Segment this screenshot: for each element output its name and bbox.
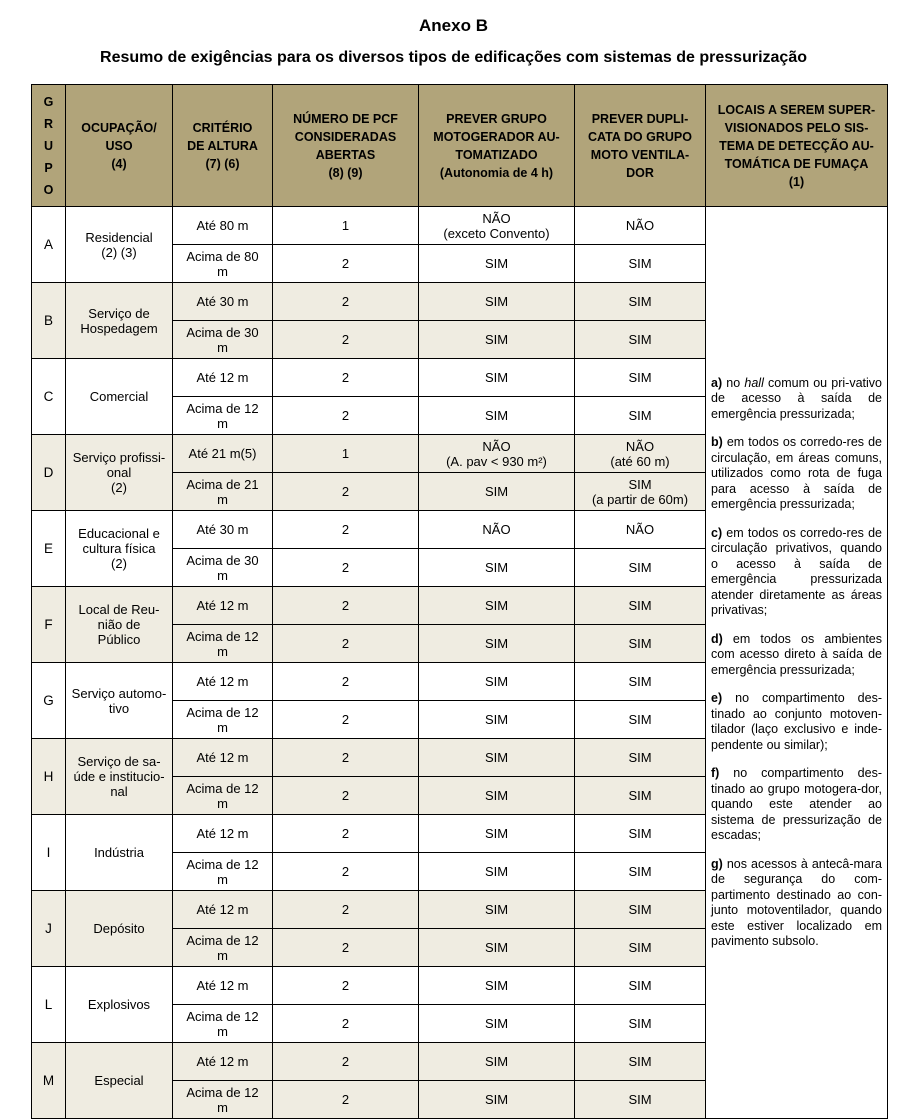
height-criterion: Até 12 m bbox=[173, 967, 273, 1005]
motogenerator-requirement: SIM bbox=[419, 815, 575, 853]
motogenerator-requirement: NÃO (exceto Convento) bbox=[419, 207, 575, 245]
height-criterion: Até 80 m bbox=[173, 207, 273, 245]
motogenerator-requirement: SIM bbox=[419, 1005, 575, 1043]
pcf-count: 2 bbox=[273, 701, 419, 739]
fan-duplicate-requirement: SIM bbox=[575, 359, 706, 397]
header-grupo: G R U P O bbox=[32, 85, 66, 207]
fan-duplicate-requirement: SIM bbox=[575, 815, 706, 853]
group-code: J bbox=[32, 891, 66, 967]
occupancy-use: Serviço de sa- úde e institucio- nal bbox=[66, 739, 173, 815]
fan-duplicate-requirement: SIM bbox=[575, 1043, 706, 1081]
motogenerator-requirement: SIM bbox=[419, 663, 575, 701]
group-code: B bbox=[32, 283, 66, 359]
pcf-count: 2 bbox=[273, 777, 419, 815]
height-criterion: Acima de 12 m bbox=[173, 397, 273, 435]
pcf-count: 2 bbox=[273, 663, 419, 701]
height-criterion: Até 12 m bbox=[173, 587, 273, 625]
pcf-count: 2 bbox=[273, 397, 419, 435]
motogenerator-requirement: SIM bbox=[419, 1043, 575, 1081]
note-item bbox=[711, 376, 882, 423]
note-label: d) bbox=[711, 631, 723, 646]
height-criterion: Até 12 m bbox=[173, 359, 273, 397]
pcf-count: 2 bbox=[273, 359, 419, 397]
pcf-count: 2 bbox=[273, 1081, 419, 1119]
fan-duplicate-requirement: SIM bbox=[575, 283, 706, 321]
pcf-count: 2 bbox=[273, 283, 419, 321]
note-label: a) bbox=[711, 375, 723, 390]
group-code: E bbox=[32, 511, 66, 587]
height-criterion: Acima de 12 m bbox=[173, 701, 273, 739]
fan-duplicate-requirement: SIM bbox=[575, 1005, 706, 1043]
motogenerator-requirement: SIM bbox=[419, 625, 575, 663]
pcf-count: 2 bbox=[273, 815, 419, 853]
motogenerator-requirement: SIM bbox=[419, 245, 575, 283]
note-label: e) bbox=[711, 691, 723, 705]
table-row bbox=[32, 207, 888, 245]
note-text: no hall comum ou pri-vativo de acesso à saída de emergência pressurizada; bbox=[711, 375, 882, 421]
motogenerator-requirement: SIM bbox=[419, 473, 575, 511]
occupancy-use: Indústria bbox=[66, 815, 173, 891]
note-item bbox=[711, 691, 882, 753]
occupancy-use: Comercial bbox=[66, 359, 173, 435]
occupancy-use: Educacional e cultura física (2) bbox=[66, 511, 173, 587]
note-item bbox=[711, 632, 882, 679]
pcf-count: 2 bbox=[273, 967, 419, 1005]
fan-duplicate-requirement: SIM bbox=[575, 587, 706, 625]
height-criterion: Acima de 30 m bbox=[173, 321, 273, 359]
fan-duplicate-requirement: SIM bbox=[575, 321, 706, 359]
motogenerator-requirement: SIM bbox=[419, 587, 575, 625]
pcf-count: 2 bbox=[273, 587, 419, 625]
fan-duplicate-requirement: SIM bbox=[575, 739, 706, 777]
occupancy-use: Residencial (2) (3) bbox=[66, 207, 173, 283]
group-code: L bbox=[32, 967, 66, 1043]
occupancy-use: Serviço de Hospedagem bbox=[66, 283, 173, 359]
note-text: no compartimento des-tinado ao conjunto motoven-tilador (laço exclusivo e inde-pendente ou similar); bbox=[711, 691, 882, 752]
table-body bbox=[32, 207, 888, 1119]
pcf-count: 2 bbox=[273, 739, 419, 777]
note-label: g) bbox=[711, 856, 723, 871]
height-criterion: Até 21 m(5) bbox=[173, 435, 273, 473]
header-pcf: NÚMERO DE PCF CONSIDERADAS ABERTAS (8) (9) bbox=[273, 85, 419, 207]
header-row bbox=[32, 85, 888, 207]
height-criterion: Até 12 m bbox=[173, 891, 273, 929]
group-code: F bbox=[32, 587, 66, 663]
fan-duplicate-requirement: SIM bbox=[575, 929, 706, 967]
motogenerator-requirement: SIM bbox=[419, 891, 575, 929]
fan-duplicate-requirement: SIM (a partir de 60m) bbox=[575, 473, 706, 511]
note-label: c) bbox=[711, 525, 723, 540]
supervised-locations-notes bbox=[706, 207, 888, 1119]
fan-duplicate-requirement: NÃO bbox=[575, 207, 706, 245]
fan-duplicate-requirement: SIM bbox=[575, 245, 706, 283]
note-text: no compartimento des-tinado ao grupo motogera-dor, quando este atender ao sistema de pressurização de escadas; bbox=[711, 766, 882, 842]
motogenerator-requirement: SIM bbox=[419, 283, 575, 321]
pcf-count: 2 bbox=[273, 891, 419, 929]
motogenerator-requirement: SIM bbox=[419, 1081, 575, 1119]
motogenerator-requirement: SIM bbox=[419, 701, 575, 739]
group-code: D bbox=[32, 435, 66, 511]
motogenerator-requirement: SIM bbox=[419, 359, 575, 397]
motogenerator-requirement: SIM bbox=[419, 967, 575, 1005]
fan-duplicate-requirement: SIM bbox=[575, 397, 706, 435]
note-item bbox=[711, 766, 882, 844]
pcf-count: 2 bbox=[273, 1043, 419, 1081]
fan-duplicate-requirement: SIM bbox=[575, 853, 706, 891]
note-item bbox=[711, 526, 882, 619]
height-criterion: Até 12 m bbox=[173, 663, 273, 701]
group-code: A bbox=[32, 207, 66, 283]
note-text: em todos os ambientes com acesso direto à saída de emergência pressurizada; bbox=[711, 631, 882, 677]
motogenerator-requirement: SIM bbox=[419, 777, 575, 815]
height-criterion: Até 30 m bbox=[173, 283, 273, 321]
height-criterion: Acima de 80 m bbox=[173, 245, 273, 283]
pcf-count: 2 bbox=[273, 625, 419, 663]
fan-duplicate-requirement: NÃO bbox=[575, 511, 706, 549]
note-label: f) bbox=[711, 766, 720, 780]
note-text: em todos os corredo-res de circulação, em áreas comuns, utilizados como rota de fuga para acesso à saída de emergência pressurizada; bbox=[711, 435, 882, 511]
fan-duplicate-requirement: NÃO (até 60 m) bbox=[575, 435, 706, 473]
height-criterion: Acima de 12 m bbox=[173, 929, 273, 967]
group-code: M bbox=[32, 1043, 66, 1119]
pcf-count: 2 bbox=[273, 929, 419, 967]
document-title: Anexo B bbox=[419, 16, 488, 35]
motogenerator-requirement: SIM bbox=[419, 929, 575, 967]
height-criterion: Acima de 12 m bbox=[173, 625, 273, 663]
height-criterion: Até 12 m bbox=[173, 815, 273, 853]
motogenerator-requirement: NÃO (A. pav < 930 m²) bbox=[419, 435, 575, 473]
pcf-count: 1 bbox=[273, 435, 419, 473]
height-criterion: Até 12 m bbox=[173, 739, 273, 777]
pcf-count: 2 bbox=[273, 1005, 419, 1043]
note-text: nos acessos à antecâ-mara de segurança do com-partimento destinado ao con-junto motoventilador, quando este estiver localizado em pavimento subsolo. bbox=[711, 856, 882, 948]
pcf-count: 1 bbox=[273, 207, 419, 245]
header-locais: LOCAIS A SEREM SUPER- VISIONADOS PELO SIS- TEMA DE DETECÇÃO AU- TOMÁTICA DE FUMAÇA (1) bbox=[706, 85, 888, 207]
fan-duplicate-requirement: SIM bbox=[575, 1081, 706, 1119]
header-motogerador: PREVER GRUPO MOTOGERADOR AU- TOMATIZADO (Autonomia de 4 h) bbox=[419, 85, 575, 207]
pcf-count: 2 bbox=[273, 473, 419, 511]
fan-duplicate-requirement: SIM bbox=[575, 663, 706, 701]
occupancy-use: Serviço automo- tivo bbox=[66, 663, 173, 739]
group-code: G bbox=[32, 663, 66, 739]
motogenerator-requirement: NÃO bbox=[419, 511, 575, 549]
group-code: C bbox=[32, 359, 66, 435]
height-criterion: Acima de 12 m bbox=[173, 1005, 273, 1043]
group-code: I bbox=[32, 815, 66, 891]
pcf-count: 2 bbox=[273, 549, 419, 587]
note-text: em todos os corredo-res de circulação privativos, quando o acesso à saída de emergência pressurizada atender diretamente as áreas privativas; bbox=[711, 525, 882, 617]
pcf-count: 2 bbox=[273, 853, 419, 891]
fan-duplicate-requirement: SIM bbox=[575, 701, 706, 739]
fan-duplicate-requirement: SIM bbox=[575, 625, 706, 663]
occupancy-use: Especial bbox=[66, 1043, 173, 1119]
group-code: H bbox=[32, 739, 66, 815]
motogenerator-requirement: SIM bbox=[419, 739, 575, 777]
fan-duplicate-requirement: SIM bbox=[575, 967, 706, 1005]
height-criterion: Acima de 12 m bbox=[173, 853, 273, 891]
fan-duplicate-requirement: SIM bbox=[575, 777, 706, 815]
occupancy-use: Explosivos bbox=[66, 967, 173, 1043]
header-duplicata: PREVER DUPLI- CATA DO GRUPO MOTO VENTILA- DOR bbox=[575, 85, 706, 207]
document-subtitle: Resumo de exigências para os diversos tipos de edificações com sistemas de pressurização bbox=[100, 49, 807, 66]
motogenerator-requirement: SIM bbox=[419, 397, 575, 435]
fan-duplicate-requirement: SIM bbox=[575, 891, 706, 929]
motogenerator-requirement: SIM bbox=[419, 549, 575, 587]
occupancy-use: Local de Reu- nião de Público bbox=[66, 587, 173, 663]
height-criterion: Acima de 12 m bbox=[173, 1081, 273, 1119]
occupancy-use: Serviço profissi- onal (2) bbox=[66, 435, 173, 511]
header-ocupacao: OCUPAÇÃO/ USO (4) bbox=[66, 85, 173, 207]
header-criterio: CRITÉRIO DE ALTURA (7) (6) bbox=[173, 85, 273, 207]
note-item bbox=[711, 857, 882, 950]
pcf-count: 2 bbox=[273, 245, 419, 283]
requirements-table bbox=[31, 84, 888, 1119]
motogenerator-requirement: SIM bbox=[419, 321, 575, 359]
note-item bbox=[711, 435, 882, 513]
note-label: b) bbox=[711, 435, 723, 449]
height-criterion: Acima de 30 m bbox=[173, 549, 273, 587]
height-criterion: Até 30 m bbox=[173, 511, 273, 549]
height-criterion: Acima de 12 m bbox=[173, 777, 273, 815]
pcf-count: 2 bbox=[273, 321, 419, 359]
pcf-count: 2 bbox=[273, 511, 419, 549]
motogenerator-requirement: SIM bbox=[419, 853, 575, 891]
height-criterion: Até 12 m bbox=[173, 1043, 273, 1081]
occupancy-use: Depósito bbox=[66, 891, 173, 967]
height-criterion: Acima de 21 m bbox=[173, 473, 273, 511]
fan-duplicate-requirement: SIM bbox=[575, 549, 706, 587]
